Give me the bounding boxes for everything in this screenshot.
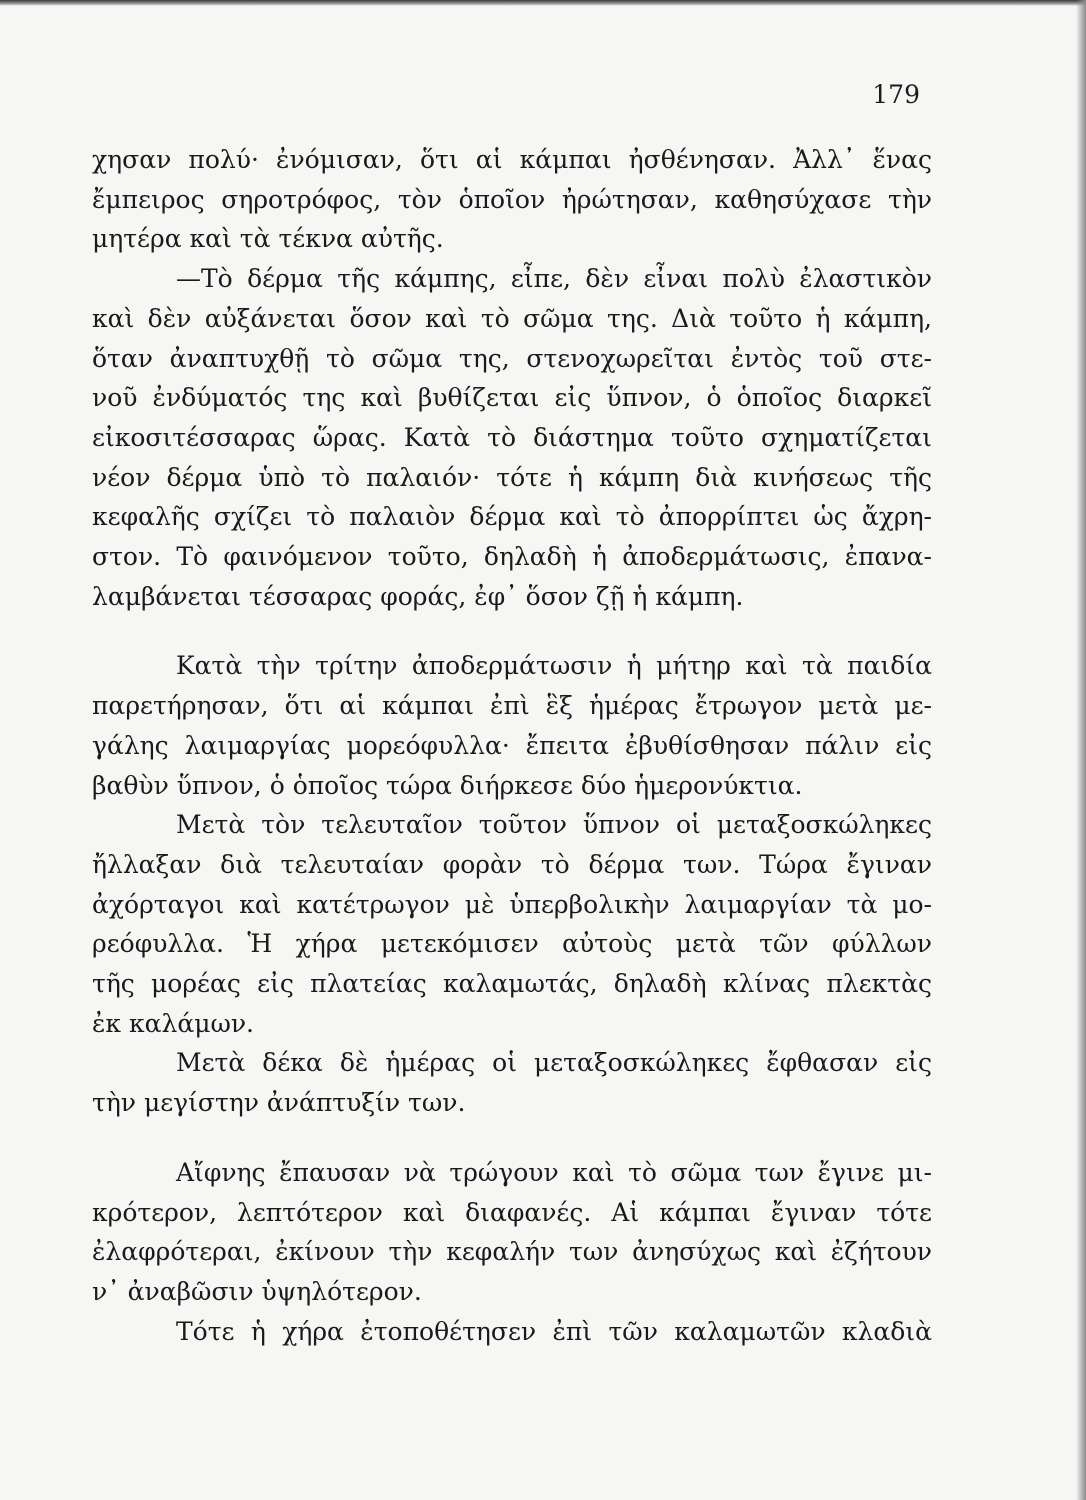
page-right-edge-shadow [1076, 0, 1086, 1500]
text-line: ἐκ καλάμων. [92, 1008, 254, 1038]
text-line: κρότερον, λεπτότερον καὶ διαφανές. Αἱ κάμπαι ἔγιναν τότε [92, 1197, 932, 1227]
text-line: βαθὺν ὕπνον, ὁ ὁποῖος τώρα διήρκεσε δύο ἡμερονύκτια. [92, 770, 803, 800]
paragraph-continuation [92, 140, 932, 259]
text-line: τῆς μορέας εἰς πλατείας καλαμωτάς, δηλαδὴ κλίνας πλεκτὰς [92, 969, 932, 999]
text-line: χησαν πολύ· ἐνόμισαν, ὅτι αἱ κάμπαι ἠσθένησαν. Ἀλλ᾽ ἕνας [92, 145, 932, 174]
text-line: λαμβάνεται τέσσαρας φοράς, ἐφ᾽ ὅσον ζῇ ἡ κάμπη. [92, 581, 744, 611]
text-line: κεφαλῆς σχίζει τὸ παλαιὸν δέρμα καὶ τὸ ἀπορρίπτει ὡς ἄχρη- [92, 502, 932, 532]
page-number: 179 [872, 80, 920, 109]
text-line: Τότε ἡ χήρα ἐτοποθέτησεν ἐπὶ τῶν καλαμωτῶν κλαδιὰ [176, 1316, 932, 1346]
text-line: ἔμπειρος σηροτρόφος, τὸν ὁποῖον ἠρώτησαν, καθησύχασε τὴν [92, 184, 932, 214]
text-line: Κατὰ τὴν τρίτην ἀποδερμάτωσιν ἡ μήτηρ καὶ τὰ παιδία [176, 651, 932, 681]
text-line: στον. Τὸ φαινόμενον τοῦτο, δηλαδὴ ἡ ἀποδερμάτωσις, ἐπανα- [92, 542, 932, 572]
text-line: εἰκοσιτέσσαρας ὥρας. Κατὰ τὸ διάστημα τοῦτο σχηματίζεται [92, 422, 932, 452]
text-line: —Τὸ δέρμα τῆς κάμπης, εἶπε, δὲν εἶναι πολὺ ἐλαστικὸν [176, 264, 932, 294]
text-line: ν᾽ ἀναβῶσιν ὑψηλότερον. [92, 1276, 422, 1306]
text-line: Μετὰ δέκα δὲ ἡμέρας οἱ μεταξοσκώληκες ἔφθασαν εἰς [176, 1048, 932, 1078]
text-line: Αἴφνης ἔπαυσαν νὰ τρώγουν καὶ τὸ σῶμα των ἔγινε μι- [176, 1157, 932, 1187]
paragraph [92, 1153, 932, 1312]
text-line: ἤλλαξαν διὰ τελευταίαν φορὰν τὸ δέρμα των. Τώρα ἔγιναν [92, 849, 932, 879]
text-line: νέον δέρμα ὑπὸ τὸ παλαιόν· τότε ἡ κάμπη διὰ κινήσεως τῆς [92, 462, 932, 492]
text-line: γάλης λαιμαργίας μορεόφυλλα· ἔπειτα ἐβυθίσθησαν πάλιν εἰς [92, 730, 932, 760]
paragraph [92, 1043, 932, 1122]
text-line: ἐλαφρότεραι, ἐκίνουν τὴν κεφαλήν των ἀνησύχως καὶ ἐζήτουν [92, 1237, 932, 1267]
paragraph [92, 1312, 932, 1352]
text-line: Μετὰ τὸν τελευταῖον τοῦτον ὕπνον οἱ μεταξοσκώληκες [176, 810, 932, 840]
text-line: μητέρα καὶ τὰ τέκνα αὐτῆς. [92, 224, 444, 254]
text-line: ρεόφυλλα. Ἡ χήρα μετεκόμισεν αὐτοὺς μετὰ τῶν φύλλων [92, 929, 932, 959]
text-line: καὶ δὲν αὐξάνεται ὅσον καὶ τὸ σῶμα της. Διὰ τοῦτο ἡ κάμπη, [92, 303, 932, 333]
text-line: νοῦ ἐνδύματός της καὶ βυθίζεται εἰς ὕπνον, ὁ ὁποῖος διαρκεῖ [92, 383, 932, 413]
paragraph-dialogue [92, 259, 932, 616]
paragraph [92, 646, 932, 805]
text-line: ἀχόρταγοι καὶ κατέτρωγον μὲ ὑπερβολικὴν λαιμαργίαν τὰ μο- [92, 889, 932, 919]
text-line: ὅταν ἀναπτυχθῇ τὸ σῶμα της, στενοχωρεῖται ἐντὸς τοῦ στε- [92, 343, 932, 373]
text-line: τὴν μεγίστην ἀνάπτυξίν των. [92, 1088, 466, 1118]
body-text [92, 140, 932, 1351]
page-top-edge-shadow [0, 0, 1086, 6]
text-line: παρετήρησαν, ὅτι αἱ κάμπαι ἐπὶ ἓξ ἡμέρας ἔτρωγον μετὰ με- [92, 691, 932, 721]
paragraph [92, 805, 932, 1043]
